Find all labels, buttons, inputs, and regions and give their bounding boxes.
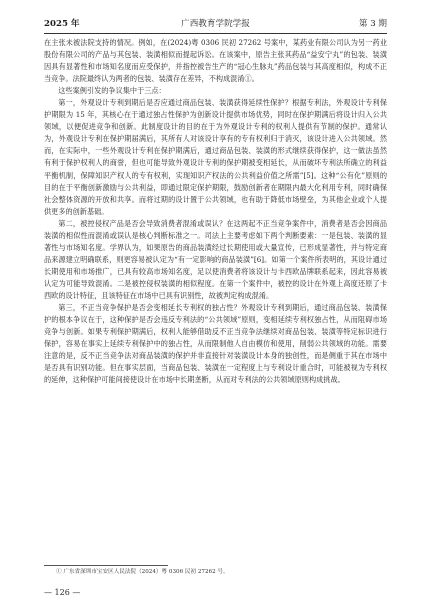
header-journal-title: 广西教育学院学报 <box>181 19 250 29</box>
footnote: ① 广东省深圳市宝安区人民法院（2024）粤 0306 民初 27262 号。 <box>56 569 229 575</box>
page-number: — 126 — <box>44 588 81 597</box>
footnote-divider <box>44 565 168 566</box>
paragraph-point-three: 第三，不正当竞争保护是否会变相延长专利权的独占性？外观设计专利到期后，通过商品包装、装潢保护的根本争议在于，这种保护是否会违反专利法的“公共领域”原则，变相延续专利权独占性，从而阻碍市场竞争与创新。如果专利保护期满后，权利人能够借助反不正当竞争法继续对商品包装、装潢等特定标识进行保护，容易在事实上延续专利保护中的独占性，从而限制他人自由模仿和使用，削弱公共领域的功能。需要注意的是，反不正当竞争法对商品装潢的保护并非直接针对装潢设计本身的独创性，而是侧重于其在市场中是否具有识别功能。但在事实层面，当商品包装、装潢在一定程度上与专利设计重合时，可能被视为专利权的延伸，这种保护可能间接使设计在市场中长期垄断，从而对专利法的公共领域原则构成挑战。 <box>44 303 387 385</box>
paragraph-continuation: 在主张未被法院支持的情况。例如，在(2024)粤 0306 民初 27262 号案中，某药业有限公司认为另一药业股份有限公司的产品与其包装、装潢相似而提起诉讼。在该案中，原告主张其药品“益安宁丸”的包装、装潢因具有显著性和市场知名度而应受保护，并指控被告生产的“冠心生脉丸”药品包装与其高度相似，构成不正当竞争。法院最终认为两者的包装、装潢存在差异，不构成混淆①。 <box>44 38 387 84</box>
article-body <box>44 37 387 386</box>
paragraph-point-two: 第二，被控侵权产品是否会导致消费者混淆或误认？在这两起不正当竞争案件中，消费者是否会因商品装潢的相似性而混淆或误认是核心判断标准之一。司法上主要考虑如下两个判断要素：一是包装、装潢的显著性与市场知名度。学界认为，如果原告的商品装潢经过长期使用或大量宣传，已形成显著性，并与特定商品来源建立明确联系，则更容易被认定为“有一定影响的商品装潢”[6]。如第一个案件所表明的，其设计通过长期使用和市场推广，已具有较高市场知名度，足以使消费者将该设计与卡西欧品牌联系起来，因此容易被认定为可能导致混淆。二是被控侵权装潢的相似程度。在第一个案件中，被控的设计在外观上高度还原了卡西欧的设计特征，且该特征在市场中已具有识别性，故被判定构成混淆。 <box>44 218 387 300</box>
header-issue-number: 第 3 期 <box>358 19 387 29</box>
paragraph-point-one: 第一，外观设计专利到期后是否应通过商品包装、装潢获得延续性保护？根据专利法，外观设计专利保护期限为 15 年，其核心在于通过独占性保护为创新设计提供市场优势，同时在保护期满后将设计归入公共领域，以便促进竞争和创新。此制度设计的目的在于为外观设计专利的权利人提供有节制的保护。通常认为，外观设计专利在保护期届满后，其所有人对该设计享有的专有权利归于消灭，该设计进入公共领域。然而，在实际中，一些外观设计专利在保护期满后，通过商品包装、装潢的形式继续获得保护，这一做法虽然有利于保护权利人的商誉，但也可能导致外观设计专利的保护期被变相延长，从而破坏专利法所确立的利益平衡机制，保障知识产权人的专有权利，实现知识产权法的公共利益价值之所需”[5]。这种“公有化”原则的目的在于平衡创新激励与公共利益，即通过限定保护期限，鼓励创新者在期限内最大化利用专利，同时确保社会整体资源的开放和共享。而将过期的设计置于公共领域，也有助于降低市场壁垒，为其他企业或个人提供更多的创新基础。 <box>44 98 387 216</box>
header-year: 2025 年 <box>44 19 80 29</box>
header-divider <box>44 33 387 34</box>
running-header <box>44 17 387 31</box>
paragraph-intro-points: 这些案例引发的争议集中于三点： <box>58 86 166 96</box>
